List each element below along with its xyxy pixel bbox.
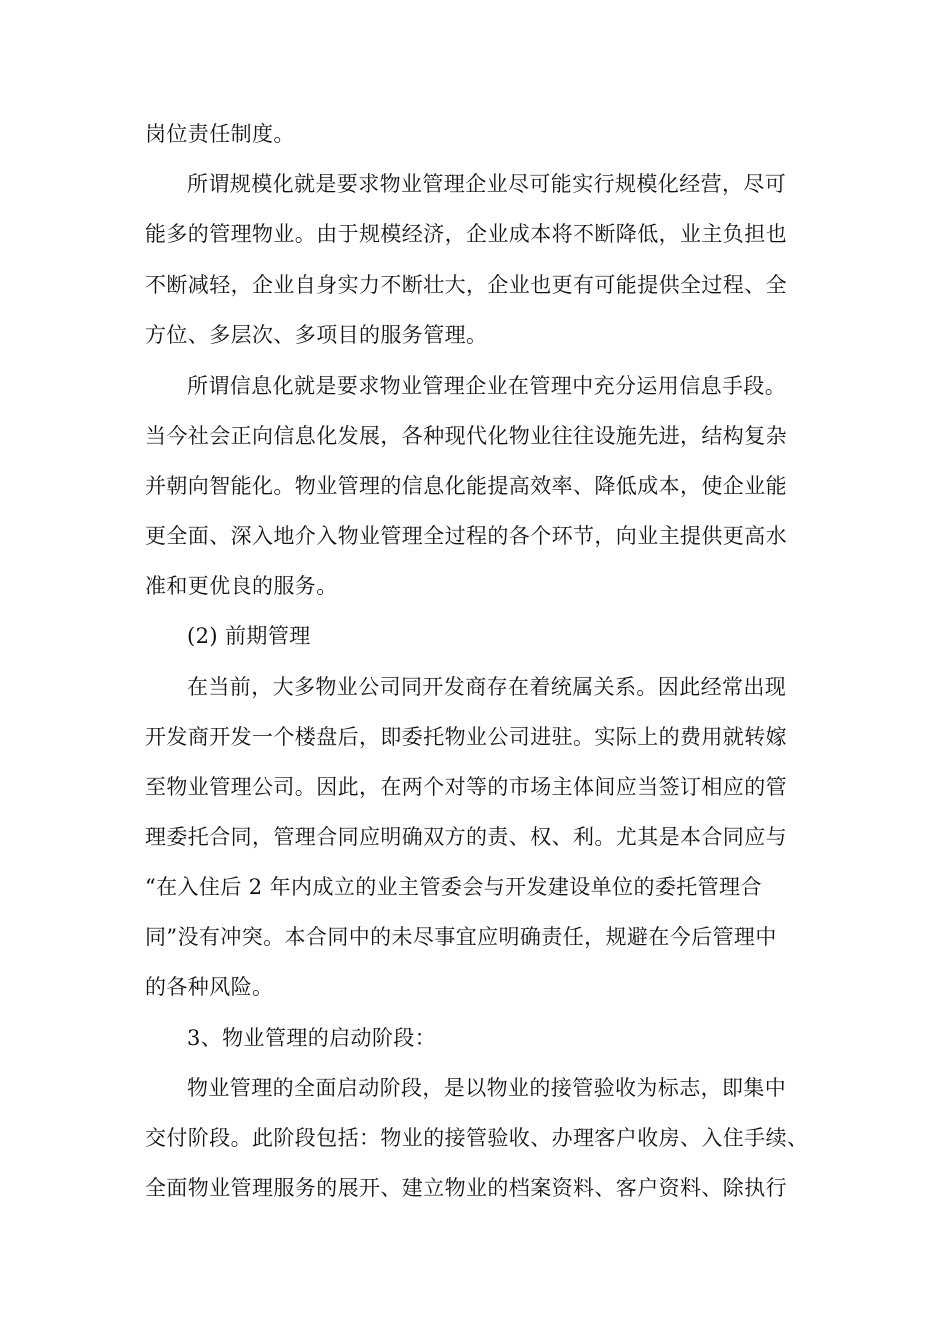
paragraph-line: 能多的管理物业。由于规模经济，企业成本将不断降低，业主负担也 — [145, 222, 787, 246]
paragraph-line: 所谓规模化就是要求物业管理企业尽可能实行规模化经营，尽可 — [187, 172, 787, 196]
paragraph-line: 物业管理的全面启动阶段，是以物业的接管验收为标志，即集中 — [187, 1076, 787, 1100]
paragraph-line: 准和更优良的服务。 — [145, 574, 338, 598]
paragraph-line: 岗位责任制度。 — [145, 122, 295, 146]
paragraph-line: 方位、多层次、多项目的服务管理。 — [145, 323, 488, 347]
paragraph-line: 的各种风险。 — [145, 975, 274, 999]
paragraph-line: 全面物业管理服务的展开、建立物业的档案资料、客户资料、除执行 — [145, 1176, 787, 1200]
paragraph-line: 更全面、深入地介入物业管理全过程的各个环节，向业主提供更高水 — [145, 524, 787, 548]
paragraph-line: 不断减轻，企业自身实力不断壮大，企业也更有可能提供全过程、全 — [145, 273, 787, 297]
paragraph-line: 并朝向智能化。物业管理的信息化能提高效率、降低成本，使企业能 — [145, 474, 787, 498]
paragraph-line: “在入住后 2 年内成立的业主管委会与开发建设单位的委托管理合 — [145, 875, 762, 899]
paragraph-line: 同”没有冲突。本合同中的未尽事宜应明确责任，规避在今后管理中 — [145, 925, 777, 949]
section-heading: (2) 前期管理 — [187, 624, 311, 648]
paragraph-line: 交付阶段。此阶段包括：物业的接管验收、办理客户收房、入住手续、 — [145, 1126, 809, 1150]
paragraph-line: 在当前，大多物业公司同开发商存在着统属关系。因此经常出现 — [187, 675, 787, 699]
paragraph-line: 至物业管理公司。因此，在两个对等的市场主体间应当签订相应的管 — [145, 775, 787, 799]
paragraph-line: 理委托合同，管理合同应明确双方的责、权、利。尤其是本合同应与 — [145, 825, 787, 849]
paragraph-line: 开发商开发一个楼盘后，即委托物业公司进驻。实际上的费用就转嫁 — [145, 725, 787, 749]
section-heading: 3、物业管理的启动阶段： — [187, 1026, 437, 1050]
paragraph-line: 所谓信息化就是要求物业管理企业在管理中充分运用信息手段。 — [187, 374, 787, 398]
paragraph-line: 当今社会正向信息化发展，各种现代化物业往往设施先进，结构复杂 — [145, 424, 787, 448]
